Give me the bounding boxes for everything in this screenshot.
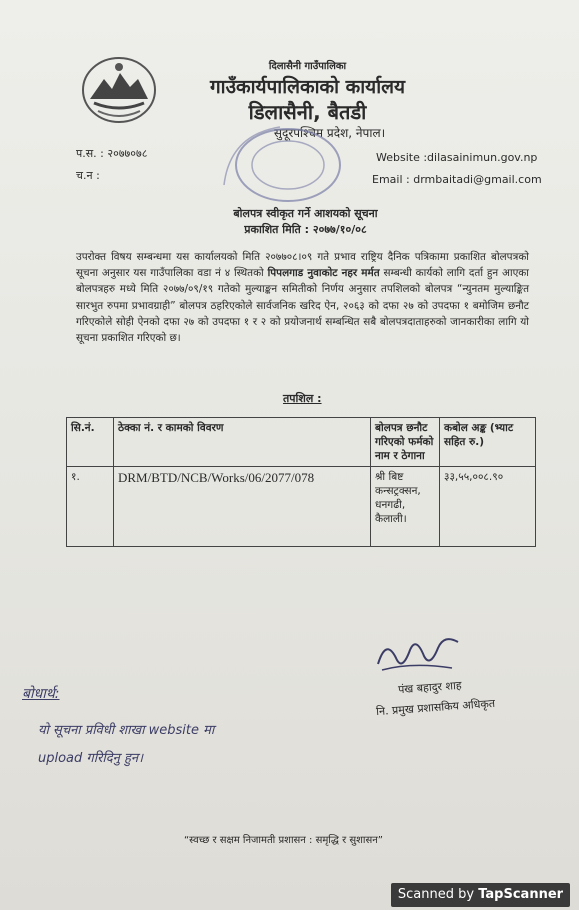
handwritten-line: यो सूचना प्रविधी शाखा website मा: [38, 723, 215, 738]
office-location: डिलासैनी, बैतडी: [248, 100, 367, 124]
header-sn: सि.नं.: [67, 418, 114, 467]
signatory-post: नि. प्रमुख प्रशासकिय अधिकृत: [375, 696, 496, 719]
dispatch-number: च.न :: [76, 169, 100, 182]
body-text-part: उपरोक्त विषय सम्बन्धमा यस कार्यालयको मिति २०७७०८।०९ गते प्रभाव राष्ट्रिय दैनिक पत्रिकामा प्रकाशित बोलपत्रको सूचना अनुसार यस गाउँपालिका वडा नं ४ स्थितको: [76, 251, 529, 280]
header-firm: बोलपत्र छनौट गरिएको फर्मको नाम र ठेगाना: [371, 418, 440, 467]
notice-body: [76, 249, 529, 346]
publish-date: प्रकाशित मिति : २०७७/१०/०८: [244, 223, 367, 236]
cell-work: DRM/BTD/NCB/Works/06/2077/078: [114, 467, 371, 547]
signature-icon: [372, 628, 464, 676]
email-line: Email : drmbaitadi@gmail.com: [372, 173, 542, 186]
cell-amount: ३३,५५,००८.९०: [440, 467, 536, 547]
municipality-name: दिलासैनी गाउँपालिका: [268, 61, 347, 72]
header-amount: कबोल अङ्क (भ्याट सहित रु.): [440, 418, 536, 467]
cell-firm: श्री बिष्ट कन्सट्रक्सन, धनगढी, कैलाली।: [371, 467, 440, 547]
handwritten-line: upload गरिदिनु हुन।: [38, 751, 144, 766]
scanner-watermark: [391, 883, 570, 907]
scanner-brand: TapScanner: [478, 887, 564, 902]
footer-slogan: “स्वच्छ र सक्षम निजामती प्रशासन : समृद्धि र सुशासन”: [184, 835, 383, 846]
website-line: Website :dilasainimun.gov.np: [376, 151, 538, 164]
schedule-table: [66, 417, 536, 547]
cell-sn: १.: [67, 467, 114, 547]
notice-subject: बोलपत्र स्वीकृत गर्ने आशयको सूचना: [233, 207, 378, 220]
scanner-prefix: Scanned by: [397, 887, 479, 902]
province-line: सुदूरपश्चिम प्रदेश, नेपाल।: [273, 126, 386, 140]
letter-number: प.स. : २०७७०७८: [76, 147, 148, 160]
header-work: ठेक्का नं. र कामको विवरण: [114, 418, 371, 467]
office-stamp-icon: [220, 125, 355, 205]
schedule-title: तपशिल :: [283, 392, 322, 405]
table-header-row: [67, 418, 536, 467]
office-title: गाउँकार्यपालिकाको कार्यालय: [209, 76, 406, 98]
handwritten-heading: बोधार्थ:: [22, 686, 60, 702]
body-project-name: पिपलगाड नुवाकोट नहर मर्मत: [267, 267, 380, 280]
body-text-part: सम्बन्धी कार्यको लागि दर्ता हुन आएका बोलपत्रहरु मध्ये मिति २०७७/०९/१९ गतेको मुल्याङ्कन समितीको निर्णय अनुसार तपशिलको बोलपत्र “न्युनतम मुल्याङ्कित सारभुत रुपमा प्रभावग्राही” बोलपत्र ठहरिएकोले सार्वजनिक खरिद ऐन, २०६३ को दफा २७ को उपदफा १ बमोजिम छनौट गरिएकोले सोही ऐनको दफा २७ को उपदफा १ र २ को प्रयोजनार्थ सम्बन्धित सबै बोलपत्रदाताहरुको जानकारीका लागि यो सूचना प्रकाशित गरिएको छ।: [76, 267, 529, 345]
signatory-name: पंख बहादुर शाह: [397, 678, 463, 697]
table-row: [67, 467, 536, 547]
